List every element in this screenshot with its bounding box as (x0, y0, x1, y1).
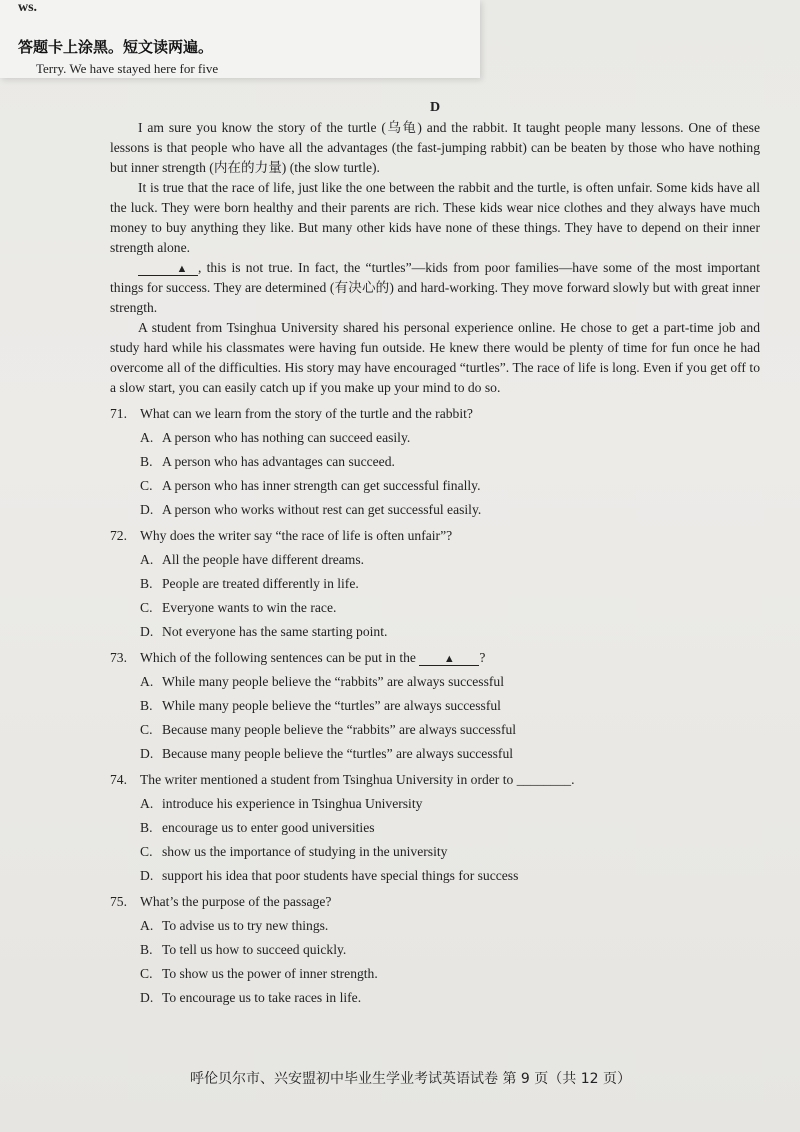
option-text: To encourage us to take races in life. (162, 990, 362, 1005)
option-d[interactable] (140, 988, 760, 1008)
option-text: Everyone wants to win the race. (162, 600, 337, 615)
option-letter: B. (140, 576, 153, 591)
question-73 (110, 648, 760, 764)
option-d[interactable] (140, 866, 760, 886)
option-a[interactable] (140, 428, 760, 448)
option-a[interactable] (140, 672, 760, 692)
exam-page (110, 100, 760, 1008)
passage-paragraph-3-text: , this is not true. In fact, the “turtles”—kids from poor families—have some of the most important things for success. They are determined (有决心的) and hard-working. They move forward slowly but with great inner strength. (110, 260, 760, 315)
page-footer: 呼伦贝尔市、兴安盟初中毕业生学业考试英语试卷 第 9 页（共 12 页） (190, 1071, 631, 1087)
option-text: People are treated differently in life. (162, 576, 359, 591)
option-text: While many people believe the “rabbits” are always successful (162, 674, 504, 689)
answer-blank-reference: ▲ (419, 653, 479, 666)
question-text: What’s the purpose of the passage? (140, 894, 332, 909)
option-text: Because many people believe the “turtles” are always successful (162, 746, 514, 761)
option-text: Not everyone has the same starting point. (162, 624, 388, 639)
question-75 (110, 892, 760, 1008)
previous-page-strip (0, 0, 480, 78)
option-text: To advise us to try new things. (162, 918, 329, 933)
option-text: A person who has inner strength can get successful finally. (162, 478, 481, 493)
option-letter: A. (140, 674, 154, 689)
option-b[interactable] (140, 452, 760, 472)
option-text: To tell us how to succeed quickly. (162, 942, 347, 957)
question-text: The writer mentioned a student from Tsinghua University in order to ________. (140, 772, 575, 787)
option-d[interactable] (140, 622, 760, 642)
option-letter: A. (140, 796, 154, 811)
option-text: encourage us to enter good universities (162, 820, 375, 835)
option-letter: D. (140, 990, 154, 1005)
option-text: All the people have different dreams. (162, 552, 365, 567)
question-text: Why does the writer say “the race of life is often unfair”? (140, 528, 453, 543)
option-a[interactable] (140, 794, 760, 814)
question-number: 71. (110, 406, 127, 421)
option-b[interactable] (140, 940, 760, 960)
question-72 (110, 526, 760, 642)
option-d[interactable] (140, 744, 760, 764)
option-letter: A. (140, 552, 154, 567)
previous-page-instruction: 答题卡上涂黑。短文读两遍。 (18, 38, 214, 56)
option-letter: D. (140, 868, 154, 883)
option-b[interactable] (140, 574, 760, 594)
option-c[interactable] (140, 476, 760, 496)
option-text: show us the importance of studying in the university (162, 844, 448, 859)
option-letter: D. (140, 746, 154, 761)
option-letter: B. (140, 820, 153, 835)
question-text: Which of the following sentences can be put in the (140, 650, 416, 665)
passage-paragraph-1: I am sure you know the story of the turtle (乌龟) and the rabbit. It taught people many lessons. One of these lessons is that people who have all the advantages (the fast-jumping rabbit) can be beaten by those who have nothing but inner strength (内在的力量) (the slow turtle). (110, 120, 760, 175)
option-letter: B. (140, 942, 153, 957)
option-text: introduce his experience in Tsinghua University (162, 796, 423, 811)
question-text-end: ? (479, 650, 486, 665)
answer-blank: ▲ (138, 263, 198, 276)
previous-page-fragment: ws. (18, 0, 38, 15)
option-letter: C. (140, 966, 153, 981)
option-letter: A. (140, 918, 154, 933)
option-text: support his idea that poor students have special things for success (162, 868, 519, 883)
option-letter: B. (140, 454, 153, 469)
question-number: 74. (110, 772, 127, 787)
option-text: A person who has advantages can succeed. (162, 454, 395, 469)
option-letter: D. (140, 624, 154, 639)
passage-paragraph-3 (110, 258, 760, 318)
passage-paragraph-4: A student from Tsinghua University shared his personal experience online. He chose to get a part-time job and study hard while his classmates were having fun outside. He knew there would be plenty of time for fun once he had overcome all of the difficulties. His story may have encouraged “turtles”. The race of life is long. Even if you get off to a slow start, you can easily catch up if you make up your mind to do so. (110, 320, 760, 395)
option-letter: C. (140, 844, 153, 859)
option-c[interactable] (140, 964, 760, 984)
question-number: 73. (110, 650, 127, 665)
passage-paragraph-2: It is true that the race of life, just like the one between the rabbit and the turtle, is often unfair. Some kids have all the luck. They were born healthy and their parents are rich. These kids wear nice clothes and they always have much money to buy anything they like. But many other kids have none of these things. They have to depend on their inner strength alone. (110, 180, 760, 255)
question-71 (110, 404, 760, 520)
previous-page-text: Terry. We have stayed here for five (36, 61, 219, 76)
option-text: While many people believe the “turtles” are always successful (162, 698, 501, 713)
option-letter: D. (140, 502, 154, 517)
option-c[interactable] (140, 598, 760, 618)
option-c[interactable] (140, 720, 760, 740)
option-d[interactable] (140, 500, 760, 520)
question-number: 72. (110, 528, 127, 543)
option-text: A person who has nothing can succeed easily. (162, 430, 411, 445)
section-heading: D (429, 100, 441, 115)
option-letter: B. (140, 698, 153, 713)
option-a[interactable] (140, 550, 760, 570)
option-letter: C. (140, 600, 153, 615)
option-b[interactable] (140, 818, 760, 838)
option-a[interactable] (140, 916, 760, 936)
option-c[interactable] (140, 842, 760, 862)
question-74 (110, 770, 760, 886)
option-letter: C. (140, 722, 153, 737)
question-text: What can we learn from the story of the turtle and the rabbit? (140, 406, 473, 421)
option-text: Because many people believe the “rabbits” are always successful (162, 722, 517, 737)
option-b[interactable] (140, 696, 760, 716)
question-number: 75. (110, 894, 127, 909)
question-list (110, 404, 760, 1008)
option-letter: A. (140, 430, 154, 445)
option-letter: C. (140, 478, 153, 493)
option-text: A person who works without rest can get successful easily. (162, 502, 482, 517)
option-text: To show us the power of inner strength. (162, 966, 378, 981)
